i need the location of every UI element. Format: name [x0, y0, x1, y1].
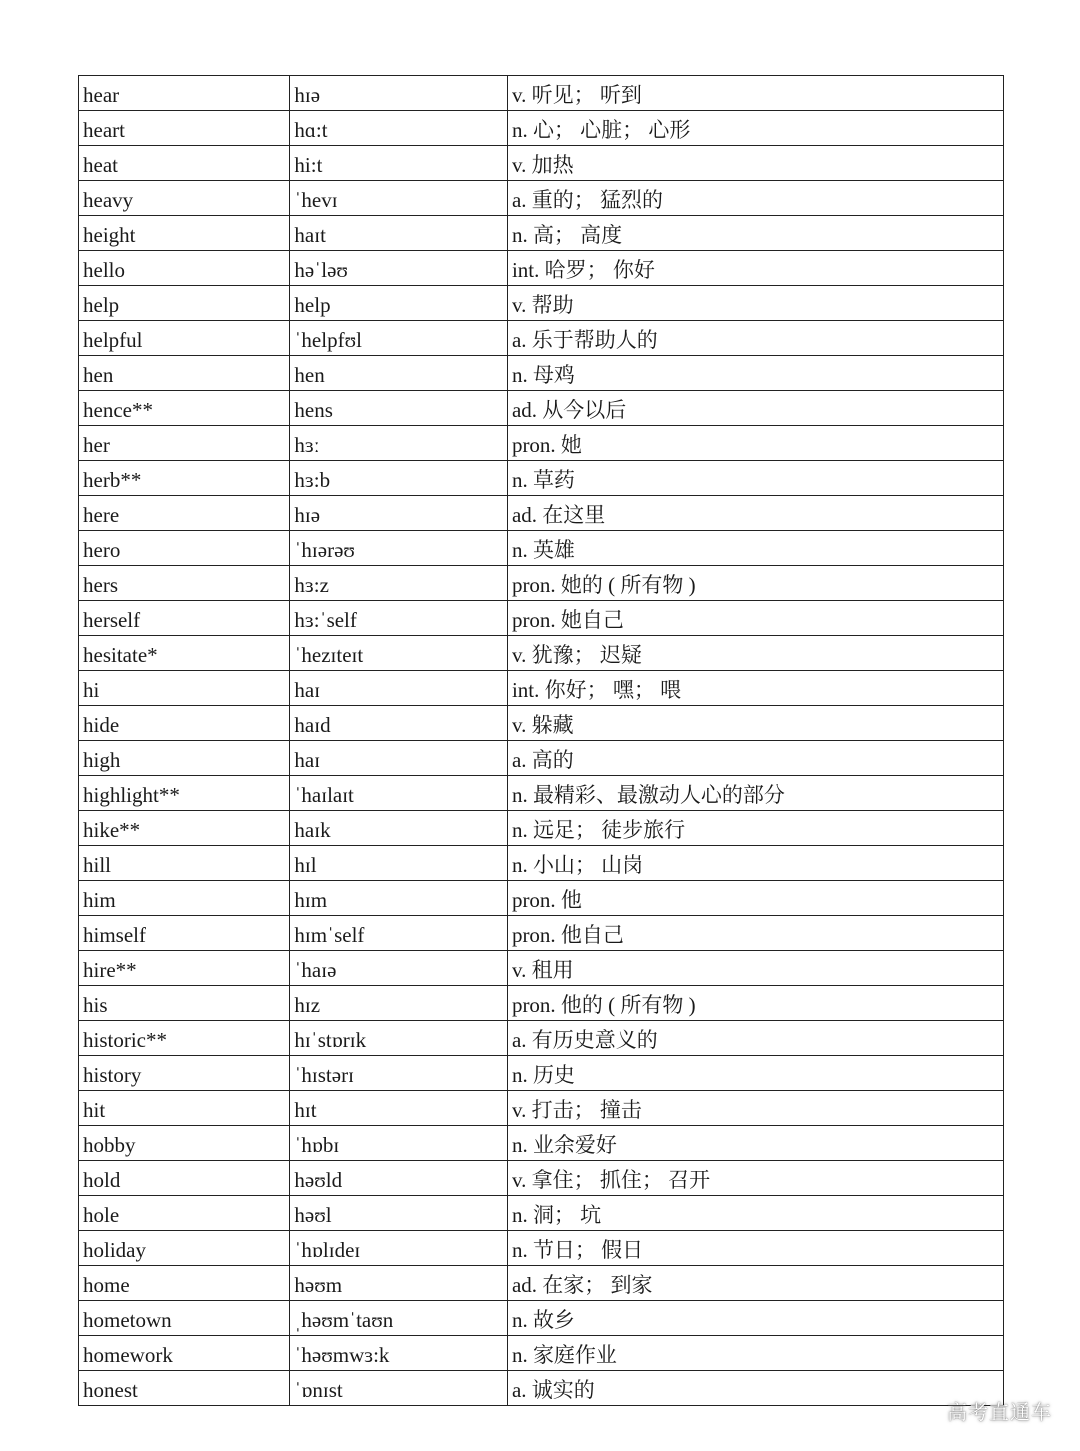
meaning-cell: n. 故乡 — [507, 1301, 1003, 1336]
meaning-cell: n. 家庭作业 — [507, 1336, 1003, 1371]
meaning-cell: n. 高； 高度 — [507, 216, 1003, 251]
word-cell: help — [79, 286, 290, 321]
table-row — [79, 776, 1004, 811]
word-cell: hit — [79, 1091, 290, 1126]
table-row — [79, 601, 1004, 636]
table-row — [79, 391, 1004, 426]
table-row — [79, 916, 1004, 951]
phonetic-cell: ˌhəʊmˈtaʊn — [290, 1301, 508, 1336]
word-cell: hide — [79, 706, 290, 741]
phonetic-cell: hɜ:z — [290, 566, 508, 601]
meaning-cell: v. 躲藏 — [507, 706, 1003, 741]
phonetic-cell: ˈhelpfʊl — [290, 321, 508, 356]
meaning-cell: n. 历史 — [507, 1056, 1003, 1091]
meaning-cell: n. 远足； 徒步旅行 — [507, 811, 1003, 846]
meaning-cell: v. 拿住； 抓住； 召开 — [507, 1161, 1003, 1196]
table-row — [79, 951, 1004, 986]
word-cell: holiday — [79, 1231, 290, 1266]
word-cell: homework — [79, 1336, 290, 1371]
phonetic-cell: ˈhaɪə — [290, 951, 508, 986]
table-row — [79, 846, 1004, 881]
phonetic-cell: hɪl — [290, 846, 508, 881]
word-cell: hence** — [79, 391, 290, 426]
phonetic-cell: ˈɒnɪst — [290, 1371, 508, 1406]
meaning-cell: a. 有历史意义的 — [507, 1021, 1003, 1056]
phonetic-cell: həʊl — [290, 1196, 508, 1231]
meaning-cell: v. 打击； 撞击 — [507, 1091, 1003, 1126]
phonetic-cell: hi:t — [290, 146, 508, 181]
table-row — [79, 1196, 1004, 1231]
phonetic-cell: hɪt — [290, 1091, 508, 1126]
word-cell: home — [79, 1266, 290, 1301]
word-cell: him — [79, 881, 290, 916]
table-row — [79, 111, 1004, 146]
meaning-cell: pron. 他 — [507, 881, 1003, 916]
meaning-cell: n. 英雄 — [507, 531, 1003, 566]
phonetic-cell: hɪz — [290, 986, 508, 1021]
word-cell: highlight** — [79, 776, 290, 811]
phonetic-cell: hɪə — [290, 496, 508, 531]
word-cell: herself — [79, 601, 290, 636]
phonetic-cell: həʊld — [290, 1161, 508, 1196]
word-cell: heavy — [79, 181, 290, 216]
phonetic-cell: həˈləʊ — [290, 251, 508, 286]
meaning-cell: a. 乐于帮助人的 — [507, 321, 1003, 356]
table-row — [79, 216, 1004, 251]
meaning-cell: v. 加热 — [507, 146, 1003, 181]
table-row — [79, 1371, 1004, 1406]
phonetic-cell: ˈhɒlɪdeɪ — [290, 1231, 508, 1266]
phonetic-cell: hɪmˈself — [290, 916, 508, 951]
table-row — [79, 356, 1004, 391]
word-cell: hometown — [79, 1301, 290, 1336]
table-row — [79, 286, 1004, 321]
phonetic-cell: haɪk — [290, 811, 508, 846]
word-cell: hi — [79, 671, 290, 706]
meaning-cell: a. 重的； 猛烈的 — [507, 181, 1003, 216]
table-row — [79, 881, 1004, 916]
phonetic-cell: həʊm — [290, 1266, 508, 1301]
meaning-cell: n. 小山； 山岗 — [507, 846, 1003, 881]
meaning-cell: pron. 她自己 — [507, 601, 1003, 636]
table-row — [79, 1266, 1004, 1301]
meaning-cell: v. 听见； 听到 — [507, 76, 1003, 111]
word-cell: hobby — [79, 1126, 290, 1161]
word-cell: hear — [79, 76, 290, 111]
word-cell: hold — [79, 1161, 290, 1196]
table-row — [79, 461, 1004, 496]
phonetic-cell: help — [290, 286, 508, 321]
table-row — [79, 1021, 1004, 1056]
meaning-cell: int. 哈罗； 你好 — [507, 251, 1003, 286]
word-cell: hero — [79, 531, 290, 566]
word-cell: hike** — [79, 811, 290, 846]
table-row — [79, 1161, 1004, 1196]
word-cell: hen — [79, 356, 290, 391]
meaning-cell: pron. 她 — [507, 426, 1003, 461]
phonetic-cell: hɜ:ˈself — [290, 601, 508, 636]
word-cell: hire** — [79, 951, 290, 986]
meaning-cell: ad. 从今以后 — [507, 391, 1003, 426]
meaning-cell: a. 诚实的 — [507, 1371, 1003, 1406]
phonetic-cell: ˈhɒbɪ — [290, 1126, 508, 1161]
table-row — [79, 741, 1004, 776]
phonetic-cell: haɪ — [290, 671, 508, 706]
meaning-cell: ad. 在这里 — [507, 496, 1003, 531]
table-row — [79, 496, 1004, 531]
meaning-cell: a. 高的 — [507, 741, 1003, 776]
table-row — [79, 1056, 1004, 1091]
vocabulary-table — [78, 75, 1004, 1406]
phonetic-cell: hens — [290, 391, 508, 426]
phonetic-cell: ˈhaɪlaɪt — [290, 776, 508, 811]
meaning-cell: n. 母鸡 — [507, 356, 1003, 391]
word-cell: history — [79, 1056, 290, 1091]
table-row — [79, 531, 1004, 566]
table-row — [79, 671, 1004, 706]
word-cell: honest — [79, 1371, 290, 1406]
meaning-cell: v. 租用 — [507, 951, 1003, 986]
meaning-cell: n. 草药 — [507, 461, 1003, 496]
word-cell: heart — [79, 111, 290, 146]
table-row — [79, 1301, 1004, 1336]
phonetic-cell: ˈhezɪteɪt — [290, 636, 508, 671]
table-row — [79, 76, 1004, 111]
phonetic-cell: ˈhɪərəʊ — [290, 531, 508, 566]
table-row — [79, 1231, 1004, 1266]
word-cell: heat — [79, 146, 290, 181]
phonetic-cell: ˈhəʊmwɜ:k — [290, 1336, 508, 1371]
meaning-cell: v. 犹豫； 迟疑 — [507, 636, 1003, 671]
table-row — [79, 986, 1004, 1021]
phonetic-cell: ˈhevɪ — [290, 181, 508, 216]
table-row — [79, 426, 1004, 461]
phonetic-cell: hɪm — [290, 881, 508, 916]
meaning-cell: pron. 她的 ( 所有物 ) — [507, 566, 1003, 601]
meaning-cell: n. 心； 心脏； 心形 — [507, 111, 1003, 146]
meaning-cell: n. 业余爱好 — [507, 1126, 1003, 1161]
word-cell: height — [79, 216, 290, 251]
table-row — [79, 321, 1004, 356]
word-cell: hill — [79, 846, 290, 881]
watermark-text: 高考直通车 — [947, 1400, 1052, 1424]
phonetic-cell: hɜ:b — [290, 461, 508, 496]
table-row — [79, 146, 1004, 181]
table-row — [79, 706, 1004, 741]
phonetic-cell: hen — [290, 356, 508, 391]
vocabulary-table-body — [79, 76, 1004, 1406]
meaning-cell: v. 帮助 — [507, 286, 1003, 321]
phonetic-cell: hɑ:t — [290, 111, 508, 146]
table-row — [79, 1126, 1004, 1161]
table-row — [79, 1336, 1004, 1371]
word-cell: himself — [79, 916, 290, 951]
word-cell: historic** — [79, 1021, 290, 1056]
meaning-cell: pron. 他的 ( 所有物 ) — [507, 986, 1003, 1021]
table-row — [79, 811, 1004, 846]
meaning-cell: ad. 在家； 到家 — [507, 1266, 1003, 1301]
table-row — [79, 1091, 1004, 1126]
phonetic-cell: hɪə — [290, 76, 508, 111]
table-row — [79, 251, 1004, 286]
table-row — [79, 181, 1004, 216]
word-cell: hesitate* — [79, 636, 290, 671]
phonetic-cell: hɜː — [290, 426, 508, 461]
word-cell: hole — [79, 1196, 290, 1231]
word-cell: his — [79, 986, 290, 1021]
word-cell: her — [79, 426, 290, 461]
phonetic-cell: haɪ — [290, 741, 508, 776]
word-cell: high — [79, 741, 290, 776]
meaning-cell: n. 最精彩、最激动人心的部分 — [507, 776, 1003, 811]
meaning-cell: int. 你好； 嘿； 喂 — [507, 671, 1003, 706]
word-cell: helpful — [79, 321, 290, 356]
phonetic-cell: haɪd — [290, 706, 508, 741]
phonetic-cell: ˈhɪstərɪ — [290, 1056, 508, 1091]
word-cell: here — [79, 496, 290, 531]
table-row — [79, 636, 1004, 671]
word-cell: herb** — [79, 461, 290, 496]
meaning-cell: n. 洞； 坑 — [507, 1196, 1003, 1231]
table-row — [79, 566, 1004, 601]
phonetic-cell: hɪˈstɒrɪk — [290, 1021, 508, 1056]
meaning-cell: pron. 他自己 — [507, 916, 1003, 951]
phonetic-cell: haɪt — [290, 216, 508, 251]
word-cell: hers — [79, 566, 290, 601]
word-cell: hello — [79, 251, 290, 286]
meaning-cell: n. 节日； 假日 — [507, 1231, 1003, 1266]
